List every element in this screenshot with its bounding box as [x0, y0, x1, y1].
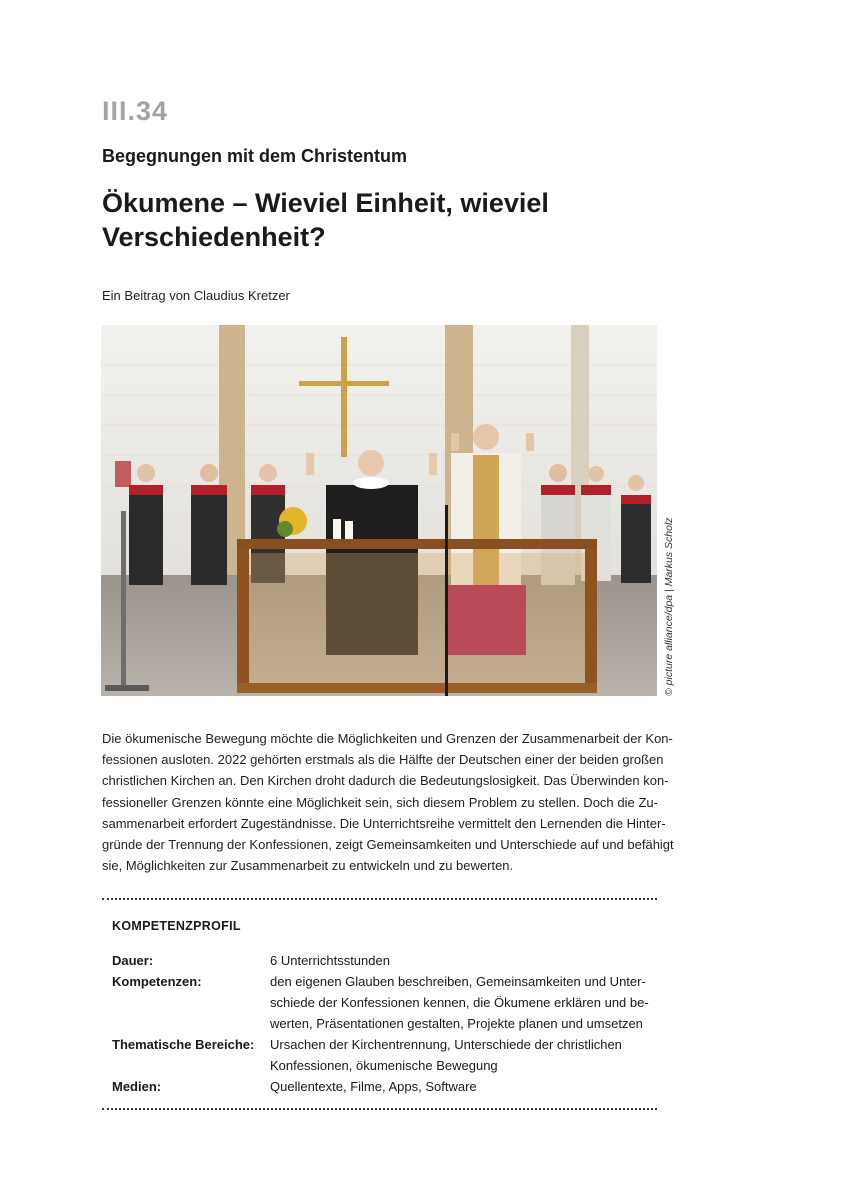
photo-credit: © picture alliance/dpa | Markus Scholz [663, 517, 675, 696]
intro-line: Die ökumenische Bewegung möchte die Möglichkeiten und Grenzen der Zusammenarbeit der Kon- [102, 731, 673, 746]
profile-value-line: Konfessionen, ökumenische Bewegung [270, 1058, 498, 1073]
profile-value-line: werten, Präsentationen gestalten, Projekte planen und umsetzen [270, 1016, 643, 1031]
intro-line: sie, Möglichkeiten zur Zusammenarbeit zu entwickeln und zu bewerten. [102, 858, 514, 874]
profile-value [270, 971, 649, 1034]
intro-line: fessioneller Grenzen könnte eine Möglichkeit sein, sich diesem Problem zu stellen. Doch die Zu- [102, 794, 658, 810]
dotted-divider-bottom [102, 1108, 657, 1110]
profile-label: Medien: [112, 1079, 162, 1094]
profile-value [270, 950, 645, 971]
unit-code: III.34 [102, 96, 169, 126]
intro-line: christlichen Kirchen an. Den Kirchen droht dadurch die Bedeutungslosigkeit. Das Überwinden kon- [102, 773, 669, 789]
title-line-1: Ökumene – Wieviel Einheit, wieviel [102, 188, 549, 218]
intro-line: fessionen ausloten. 2022 gehörten erstmals als die Hälfte der Deutschen einer der beiden großen [102, 752, 664, 768]
profile-value [270, 1034, 645, 1076]
competence-profile-heading: KOMPETENZPROFIL [112, 919, 241, 933]
intro-line: gründe der Trennung der Konfessionen, zeigt Gemeinsamkeiten und Unterschiede auf und befähigt [102, 837, 674, 853]
profile-value [270, 1076, 645, 1097]
title-line-2: Verschiedenheit? [102, 222, 326, 252]
profile-value-line: den eigenen Glauben beschreiben, Gemeinsamkeiten und Unter- [270, 974, 646, 989]
profile-label: Kompetenzen: [112, 974, 202, 989]
intro-paragraph [102, 728, 674, 876]
page-title [102, 186, 662, 254]
author-line: Ein Beitrag von Claudius Kretzer [102, 288, 290, 303]
profile-label: Dauer: [112, 953, 154, 968]
dotted-divider-top [102, 898, 657, 900]
profile-value-line: Ursachen der Kirchentrennung, Unterschiede der christlichen [270, 1037, 622, 1052]
profile-label: Thematische Bereiche: [112, 1037, 255, 1052]
series-title: Begegnungen mit dem Christentum [102, 146, 408, 166]
profile-value-line: Quellentexte, Filme, Apps, Software [270, 1079, 477, 1094]
church-photo-illustration [101, 325, 657, 696]
intro-line: sammenarbeit erfordert Zugeständnisse. Die Unterrichtsreihe vermittelt den Lernenden die Hinter- [102, 815, 666, 831]
profile-value-line: 6 Unterrichtsstunden [270, 953, 390, 968]
profile-value-line: schiede der Konfessionen kennen, die Ökumene erklären und be- [270, 995, 649, 1010]
church-photo [101, 325, 657, 696]
